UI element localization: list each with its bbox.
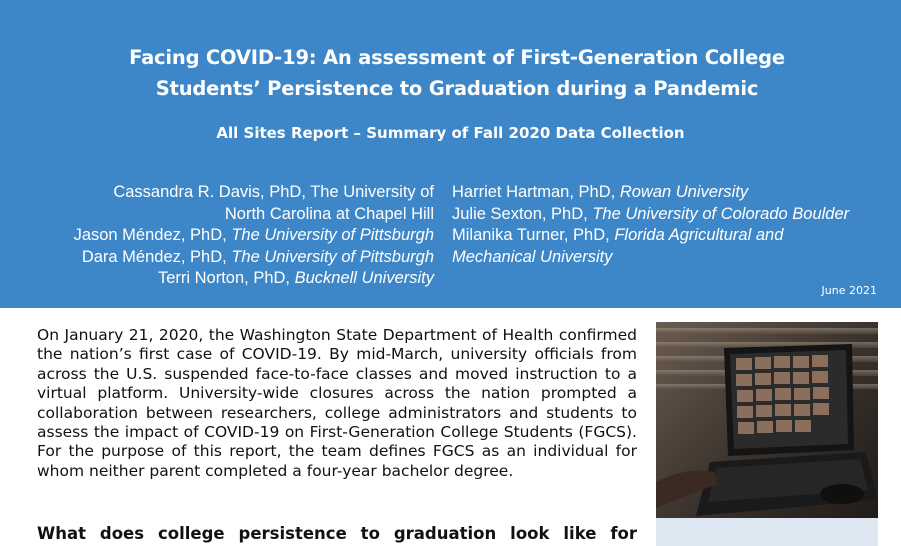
author-line: Jason Méndez, PhD, The University of Pittsburgh (73, 226, 434, 244)
report-subtitle: All Sites Report – Summary of Fall 2020 Data Collection (216, 124, 685, 142)
author-line: Dara Méndez, PhD, The University of Pittsburgh (81, 247, 434, 266)
author-line: Mechanical University (452, 247, 613, 266)
author-line: Julie Sexton, PhD, The University of Colorado Boulder (452, 204, 850, 223)
report-title (0, 42, 901, 104)
author-line: North Carolina at Chapel Hill (224, 204, 434, 223)
title-line-2: Students’ Persistence to Graduation during a Pandemic (155, 77, 759, 100)
photo-illustration (656, 322, 878, 546)
photo-caption-band (656, 518, 878, 546)
title-line-1: Facing COVID-19: An assessment of First-Generation College (129, 46, 785, 69)
report-date: June 2021 (821, 284, 877, 297)
author-line: Terri Norton, PhD, Bucknell University (157, 269, 434, 287)
section-heading: What does college persistence to graduation look like for (37, 524, 637, 543)
author-line: Cassandra R. Davis, PhD, The University of (113, 183, 434, 201)
authors-right-column (452, 182, 897, 268)
author-line: Harriet Hartman, PhD, Rowan University (452, 183, 749, 201)
author-line: Milanika Turner, PhD, Florida Agricultural and (452, 226, 784, 244)
intro-paragraph: On January 21, 2020, the Washington State Department of Health confirmed the nation’s first case of COVID-19. By mid-March, university officials from across the U.S. suspended face-to-face classes and moved instruction to a virtual platform. University-wide closures across the nation prompted a collaboration between researchers, college administrators and students to assess the impact of COVID-19 on First-Generation College Students (FGCS). For the purpose of this report, the team defines FGCS as an individual for whom neither parent completed a four-year bachelor degree. (37, 326, 637, 480)
laptop-video-call-photo (656, 322, 878, 546)
authors-left-column (0, 182, 434, 290)
